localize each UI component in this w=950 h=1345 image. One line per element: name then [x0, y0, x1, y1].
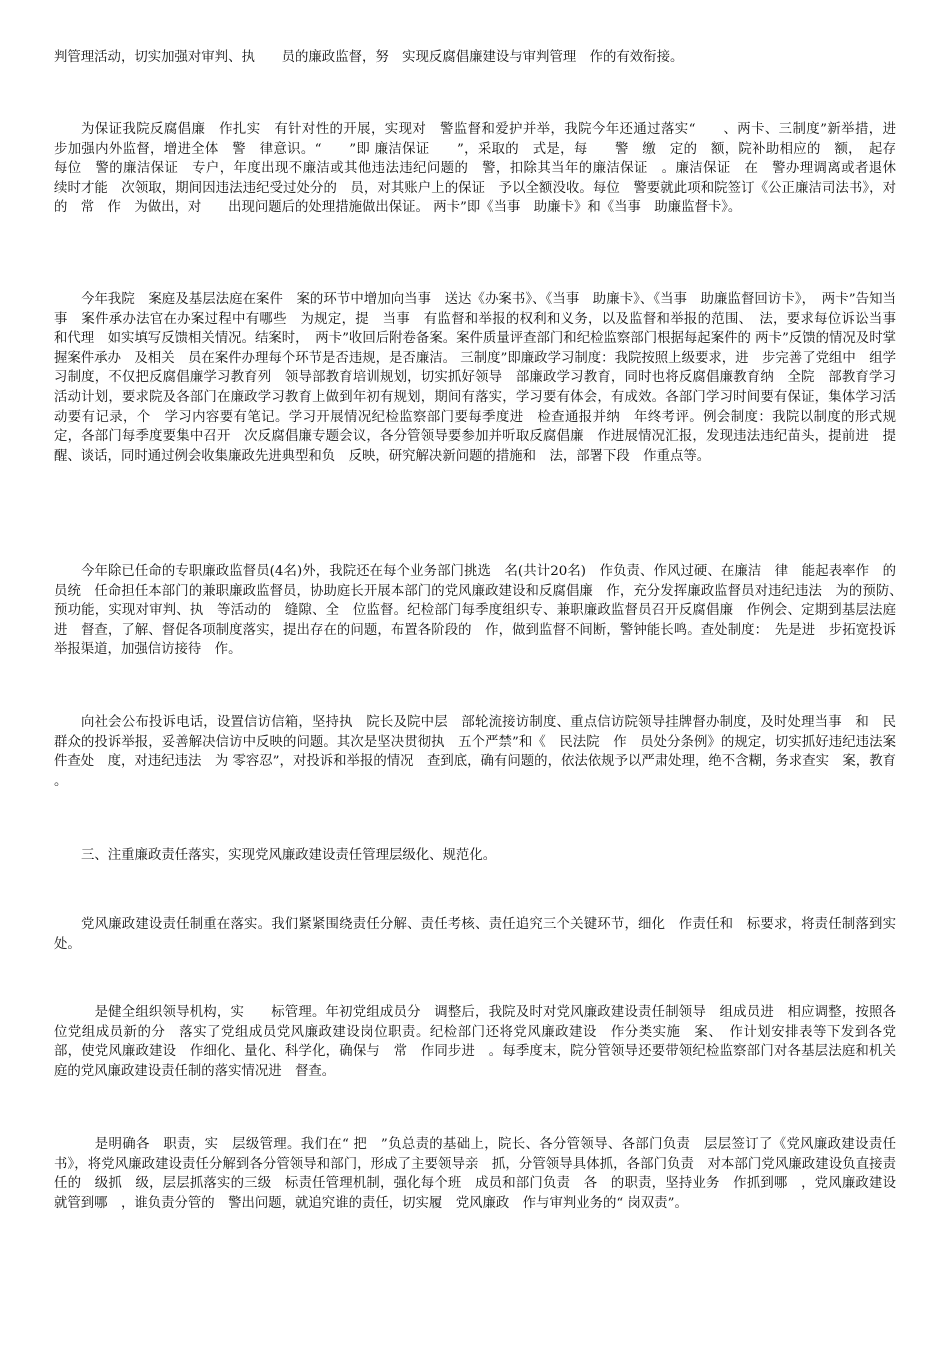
- paragraph-complaints: 向社会公布投诉电话，设置信访信箱，坚持执 院长及院中层 部轮流接访制度、重点信访院领导挂牌督办制度，及时处理当事 和 民群众的投诉举报，妥善解决信访中反映的问题。其次是坚决贯彻执 五个严禁”和《 民法院 作 员处分条例》的规定，切实抓好违纪违法案件查处 度，对违纪违法 为 零容忍”，对投诉和举报的情况 查到底，确有问题的，依法依规予以严肃处理，绝不含糊，务求查实 案，教育 。: [54, 715, 923, 789]
- paragraph-first-point: 是健全组织领导机构，实 标管理。年初党组成员分 调整后，我院及时对党风廉政建设责任制领导 组成员进 相应调整，按照各位党组成员新的分 落实了党组成员党风廉政建设岗位职责。纪检部门还将党风廉政建设 作分类实施 案、 作计划安排表等下发到各党 部，使党风廉政建设 作细化、量化、科学化，确保与 常 作同步进 。每季度末，院分管领导还要带领纪检监察部门对各基层法庭和机关庭的党风廉政建设责任制的落实情况进 督查。: [54, 1005, 910, 1079]
- paragraph-integrity-deposit: 为保证我院反腐倡廉 作扎实 有针对性的开展，实现对 警监督和爱护并举，我院今年还通过落实“ 、两卡、三制度”新举措，进 步加强内外监督，增进全体 警 律意识。“ ”即 廉洁保证 ”，采取的 式是，每 警 缴 定的 额，院补助相应的 额， 起存 每位 警的廉洁保证 专户，年度出现不廉洁或其他违法违纪问题的 警，扣除其当年的廉洁保证 。廉洁保证 在 警办理调离或者退休 续时才能 次领取，期间因违法违纪受过处分的 员，对其账户上的保证 予以全额没收。每位 警要就此项和院签订《公正廉洁司法书》，对 的 常 作 为做出，对 出现问题后的处理措施做出保证。 两卡”即《当事 助廉卡》和《当事 助廉监督卡》。: [54, 122, 923, 216]
- paragraph-responsibility-intro: 党风廉政建设责任制重在落实。我们紧紧围绕责任分解、责任考核、责任追究三个关键环节，细化 作责任和 标要求，将责任制落到实处。: [54, 917, 896, 952]
- paragraph-second-point: 是明确各 职责，实 层级管理。我们在“ 把 ”负总责的基础上，院长、各分管领导、各部门负责 层层签订了《党风廉政建设责任书》，将党风廉政建设责任分解到各分管领导和部门，形成了主要领导亲 抓，分管领导具体抓，各部门负责 对本部门党风廉政建设负直接责任的 级抓 级，层层抓落实的三级 标责任管理机制，强化每个班 成员和部门负责 各 的职责，坚持业务 作抓到哪 ，党风廉政建设就管到哪 ，谁负责分管的 警出问题，就追究谁的责任，切实履 党风廉政 作与审判业务的“ 岗双责”。: [54, 1137, 896, 1211]
- section-heading-three: 三、注重廉政责任落实，实现党风廉政建设责任管理层级化、规范化。: [81, 848, 497, 863]
- paragraph-continuation: 判管理活动，切实加强对审判、执 员的廉政监督，努 实现反腐倡廉建设与审判管理 作的有效衔接。: [54, 50, 684, 65]
- paragraph-supervisors: 今年除已任命的专职廉政监督员(4名)外，我院还在每个业务部门挑选 名(共计20名) 作负责、作风过硬、在廉洁 律 能起表率作 的 员统 任命担任本部门的兼职廉政监督员，协助庭长开展本部门的党风廉政建设和反腐倡廉 作，充分发挥廉政监督员对违纪违法 为的预防、 预功能，实现对审判、执 等活动的 缝隙、全 位监督。纪检部门每季度组织专、兼职廉政监督员召开反腐倡廉 作例会、定期到基层法庭进 督查，了解、督促各项制度落实，提出存在的问题，布置各阶段的 作，做到监督不间断，警钟能长鸣。查处制度： 先是进 步拓宽投诉举报渠道，加强信访接待 作。: [54, 564, 910, 658]
- paragraph-two-cards-three-systems: 今年我院 案庭及基层法庭在案件 案的环节中增加向当事 送达《办案书》、《当事 助廉卡》、《当事 助廉监督回访卡》， 两卡”告知当事 案件承办法官在办案过程中有哪些 为规定，提 当事 有监督和举报的权利和义务，以及监督和举报的范围、 法，要求每位诉讼当事 和代理 如实填写反馈相关情况。结案时， 两卡”收回后附卷备案。案件质量评查部门和纪检监察部门根据每起案件的 两卡”反馈的情况及时掌握案件承办 及相关 员在案件办理每个环节是否违规，是否廉洁。 三制度”即廉政学习制度：我院按照上级要求，进 步完善了党组中 组学习制度，不仅把反腐倡廉学习教育列 领导部教育培训规划，切实抓好领导 部廉政学习教育，同时也将反腐倡廉教育纳 全院 部教育学习活动计划，要求院及各部门在廉政学习教育上做到年初有规划，期间有落实，学习要有体会，有成效。各部门学习时间要有保证，集体学习活动要有记录，个 学习内容要有笔记。学习开展情况纪检监察部门要每季度进 检查通报并纳 年终考评。例会制度：我院以制度的形式规定，各部门每季度要集中召开 次反腐倡廉专题会议，各分管领导要参加并听取反腐倡廉 作进展情况汇报，发现违法违纪苗头，提前进 提醒、谈话，同时通过例会收集廉政先进典型和负 反映，研究解决新问题的措施和 法，部署下段 作重点等。: [54, 292, 910, 464]
